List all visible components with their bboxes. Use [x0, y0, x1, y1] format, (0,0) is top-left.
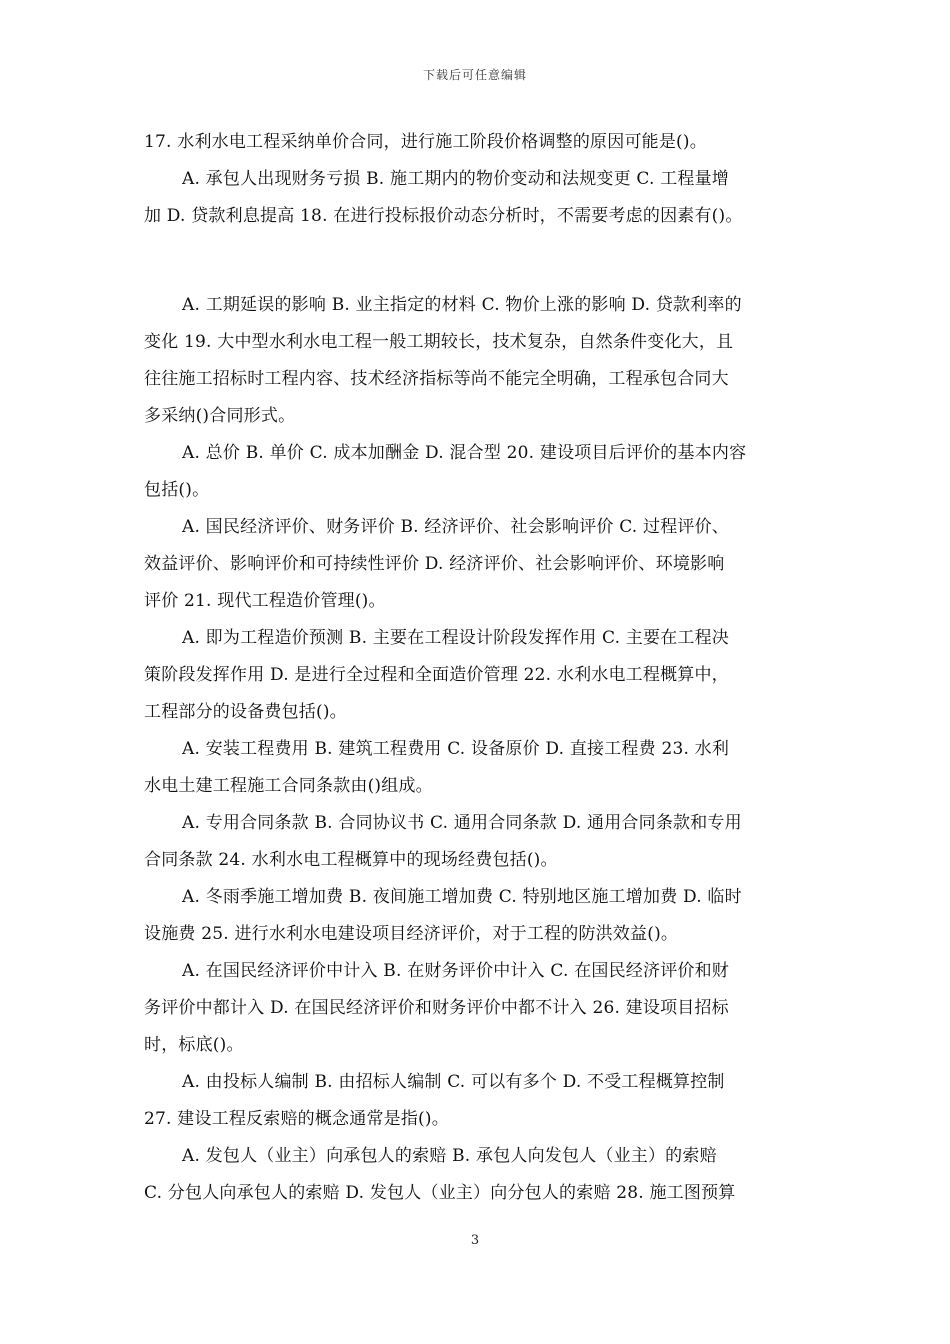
text-line: 27. 建设工程反索赔的概念通常是指()。	[144, 1109, 449, 1129]
text-line: 多采纳()合同形式。	[144, 406, 296, 426]
text-line: A. 承包人出现财务亏损 B. 施工期内的物价变动和法规变更 C. 工程量增	[182, 169, 729, 189]
text-line: A. 工期延误的影响 B. 业主指定的材料 C. 物价上涨的影响 D. 贷款利率的	[182, 295, 742, 315]
document-body	[144, 124, 812, 1212]
text-line: 17. 水利水电工程采纳单价合同，进行施工阶段价格调整的原因可能是()。	[144, 132, 707, 152]
text-line: 务评价中都计入 D. 在国民经济评价和财务评价中都不计入 26. 建设项目招标	[144, 998, 729, 1018]
page-number: 3	[470, 1233, 480, 1248]
text-line: A. 安装工程费用 B. 建筑工程费用 C. 设备原价 D. 直接工程费 23. 水利	[182, 739, 730, 759]
text-line: C. 分包人向承包人的索赔 D. 发包人（业主）向分包人的索赔 28. 施工图预算	[144, 1183, 736, 1203]
text-line: 时，标底()。	[144, 1035, 244, 1055]
text-line: 策阶段发挥作用 D. 是进行全过程和全面造价管理 22. 水利水电工程概算中，	[144, 665, 729, 685]
text-line: 变化 19. 大中型水利水电工程一般工期较长，技术复杂，自然条件变化大，且	[144, 332, 734, 352]
text-line: A. 在国民经济评价中计入 B. 在财务评价中计入 C. 在国民经济评价和财	[182, 961, 729, 981]
paragraph-gap	[144, 235, 812, 287]
text-line: 工程部分的设备费包括()。	[144, 702, 347, 722]
text-line: 设施费 25. 进行水利水电建设项目经济评价，对于工程的防洪效益()。	[144, 924, 679, 944]
text-line: 加 D. 贷款利息提高 18. 在进行投标报价动态分析时，不需要考虑的因素有()。	[144, 206, 743, 226]
text-line: A. 专用合同条款 B. 合同协议书 C. 通用合同条款 D. 通用合同条款和专用	[182, 813, 742, 833]
page-header: 下载后可任意编辑	[422, 68, 527, 82]
text-line: 水电土建工程施工合同条款由()组成。	[144, 776, 433, 796]
text-line: A. 由投标人编制 B. 由招标人编制 C. 可以有多个 D. 不受工程概算控制	[182, 1072, 725, 1092]
text-line: A. 发包人（业主）向承包人的索赔 B. 承包人向发包人（业主）的索赔	[182, 1146, 717, 1166]
text-line: 合同条款 24. 水利水电工程概算中的现场经费包括()。	[144, 850, 558, 870]
text-line: A. 冬雨季施工增加费 B. 夜间施工增加费 C. 特别地区施工增加费 D. 临时	[182, 887, 742, 907]
text-line: 包括()。	[144, 480, 210, 500]
text-line: 评价 21. 现代工程造价管理()。	[144, 591, 386, 611]
text-line: 效益评价、影响评价和可持续性评价 D. 经济评价、社会影响评价、环境影响	[144, 554, 725, 574]
text-line: A. 总价 B. 单价 C. 成本加酬金 D. 混合型 20. 建设项目后评价的基本内容	[182, 443, 747, 463]
text-line: A. 国民经济评价、财务评价 B. 经济评价、社会影响评价 C. 过程评价、	[182, 517, 729, 537]
text-line: A. 即为工程造价预测 B. 主要在工程设计阶段发挥作用 C. 主要在工程决	[182, 628, 729, 648]
text-line: 往往施工招标时工程内容、技术经济指标等尚不能完全明确，工程承包合同大	[144, 369, 729, 389]
